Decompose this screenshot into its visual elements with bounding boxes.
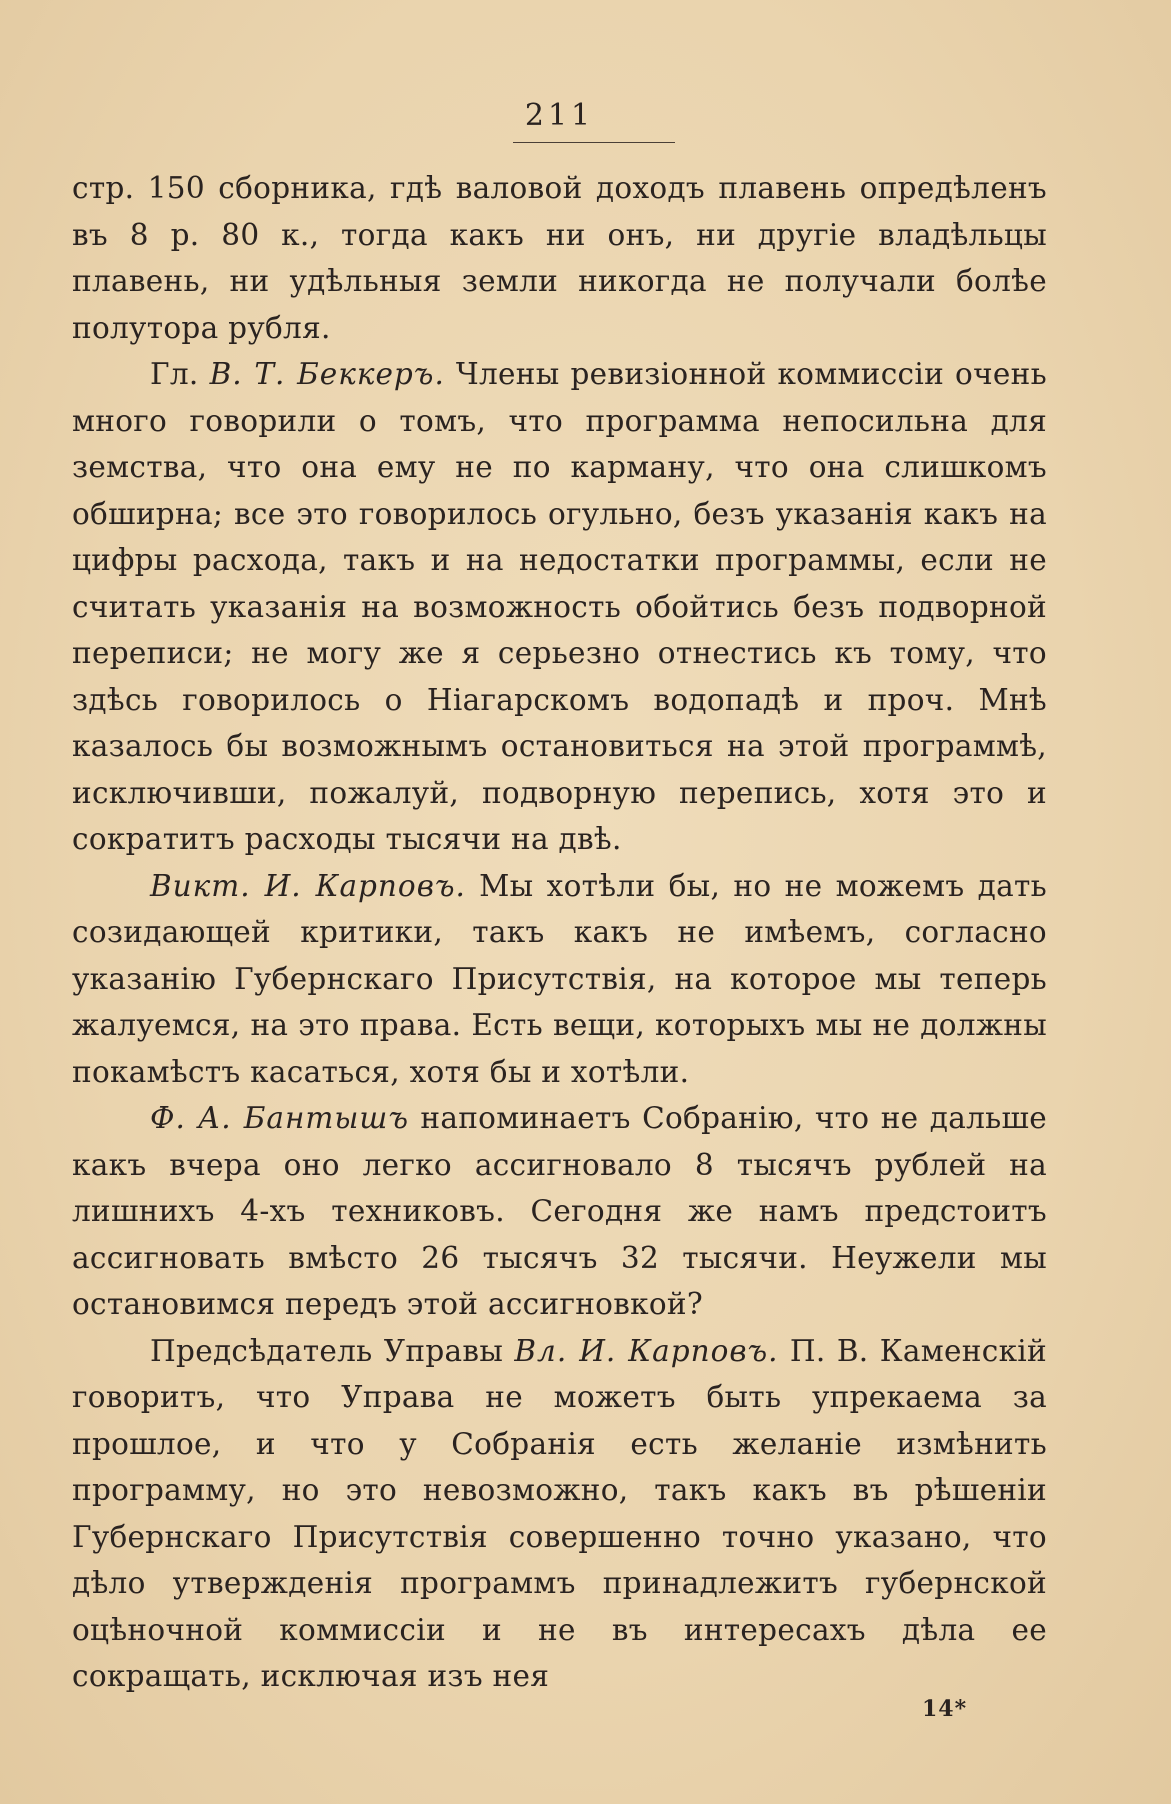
paragraph <box>72 165 1047 351</box>
paragraph-text: стр. 150 сборника, гдѣ валовой доходъ плавень опредѣленъ въ 8 р. 80 к., тогда какъ ни онъ, ни другіе владѣльцы плавень, ни удѣльныя земли никогда не получали болѣе полутора рубля. <box>72 171 1047 345</box>
paragraph-text: Мы хотѣли бы, но не можемъ дать созидающей критики, такъ какъ не имѣемъ, согласно указанію Губернскаго Присутствія, на которое мы теперь жалуемся, на это права. Есть вещи, которыхъ мы не должны покамѣстъ касаться, хотя бы и хотѣли. <box>72 868 1047 1089</box>
paragraph-text: Предсѣдатель Управы <box>150 1333 515 1368</box>
paragraph-text: напоминаетъ Собранію, что не дальше какъ вчера оно легко ассигновало 8 тысячъ рублей на лишнихъ 4-хъ техниковъ. Сегодня же намъ предстоитъ ассигновать вмѣсто 26 тысячъ 32 тысячи. Неужели мы остановимся передъ этой ассигновкой? <box>72 1101 1048 1321</box>
speaker-name: Вл. И. Карповъ. <box>514 1333 779 1368</box>
speaker-name: В. Т. Беккеръ. <box>209 357 445 391</box>
paragraph <box>72 863 1047 1096</box>
page <box>72 98 1047 1700</box>
body-text <box>72 165 1047 1700</box>
speaker-name: Викт. И. Карповъ. <box>150 868 466 903</box>
paragraph-text: П. В. Каменскій говоритъ, что Управа не можетъ быть упрекаема за прошлое, и что у Собранія есть желаніе измѣнить программу, но это невозможно, такъ какъ въ рѣшеніи Губернскаго Присутствія совершенно точно указано, что дѣло утвержденія программъ принадлежитъ губернской оцѣночной коммиссіи и не въ интересахъ дѣла ее сокращать, исключая изъ нея <box>72 1333 1048 1693</box>
signature-mark: 14* <box>922 1696 968 1722</box>
header-rule <box>513 142 675 143</box>
page-number: 211 <box>524 98 595 133</box>
paragraph-text: Гл. <box>150 357 210 391</box>
speaker-name: Ф. А. Бантышъ <box>150 1101 409 1135</box>
paragraph <box>72 1328 1047 1700</box>
paragraph <box>72 351 1047 863</box>
paragraph <box>72 1095 1047 1328</box>
paragraph-text: Члены ревизіонной коммиссіи очень много говорили о томъ, что программа непосильна для земства, что она ему не по карману, что она слишкомъ обширна; все это говорилось огульно, безъ указанія какъ на цифры расхода, такъ и на недостатки программы, если не считать указанія на возможность обойтись безъ подворной переписи; не могу же я серьезно отнестись къ тому, что здѣсь говорилось о Ніагарскомъ водопадѣ и проч. Мнѣ казалось бы возможнымъ остановиться на этой программѣ, исключивши, пожалуй, подворную перепись, хотя это и сократитъ расходы тысячи на двѣ. <box>72 357 1047 856</box>
